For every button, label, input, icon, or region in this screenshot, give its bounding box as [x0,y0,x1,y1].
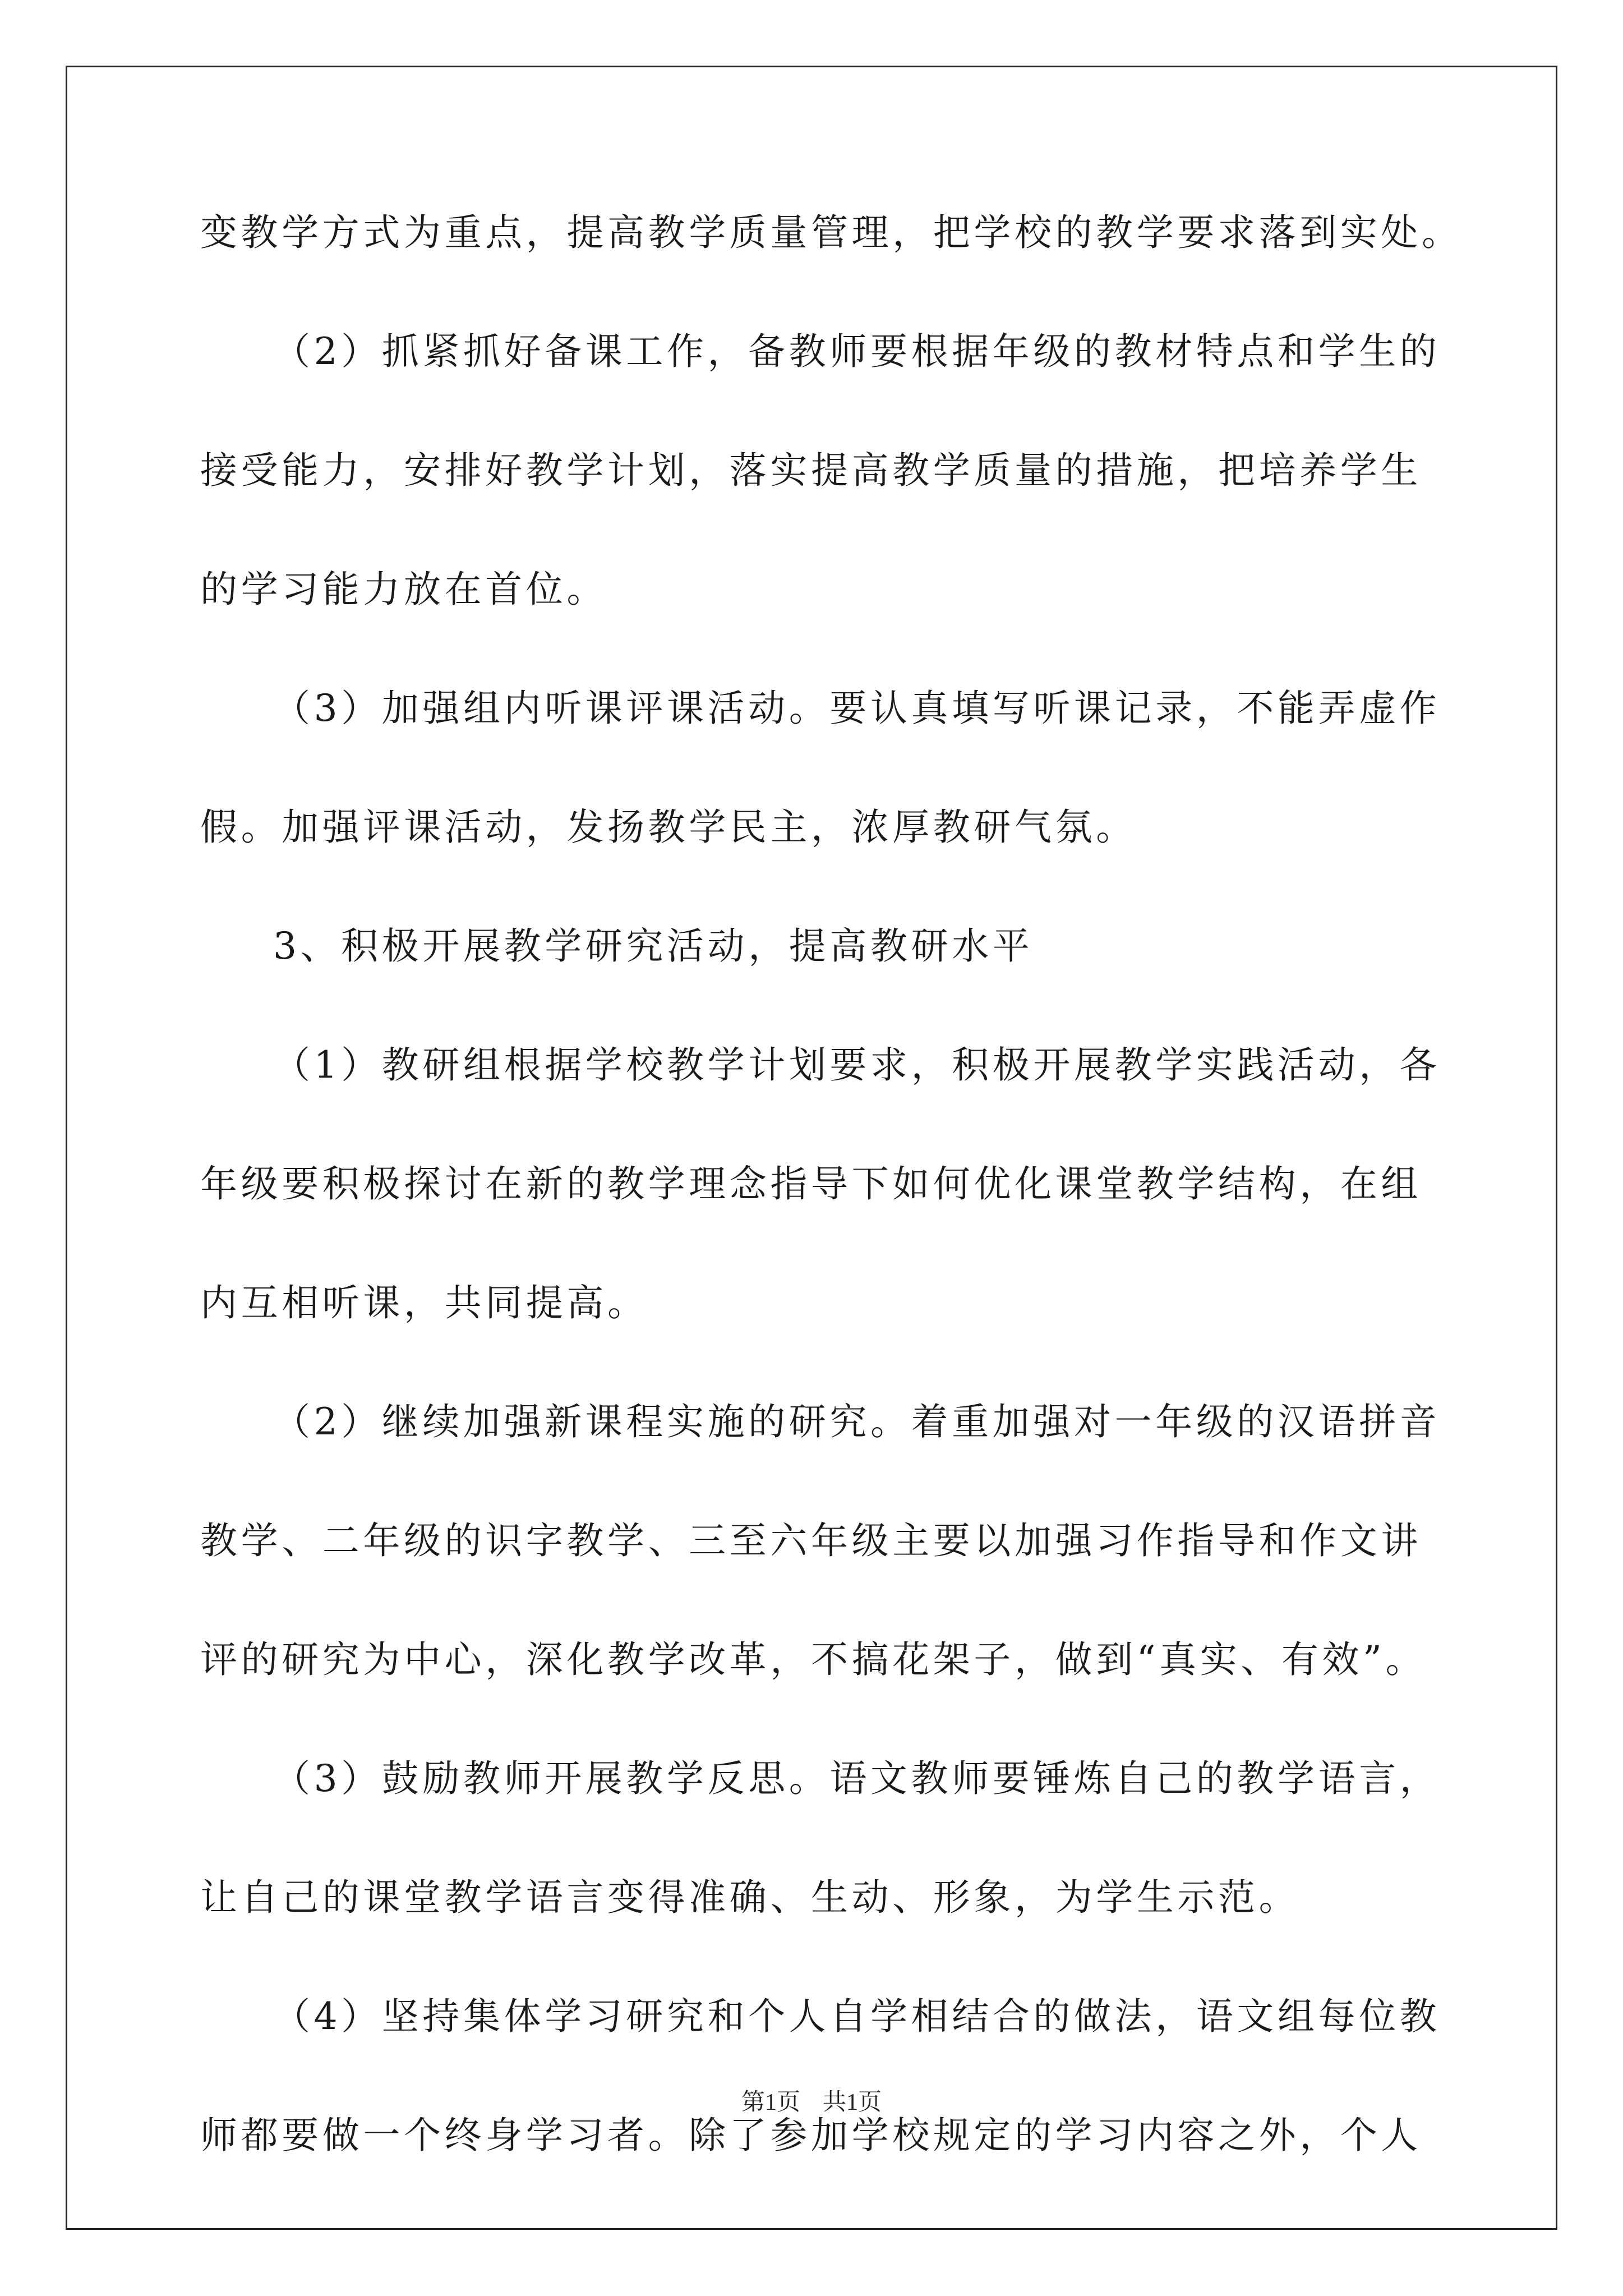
page-number: 第1页 [741,2090,800,2115]
paragraph-line: 假。加强评课活动，发扬教学民主，浓厚教研气氛。 [200,806,1137,849]
paragraph-line: （3）鼓励教师开展教学反思。语文教师要锤炼自己的教学语言， [273,1757,1441,1800]
section-heading: 3、积极开展教学研究活动，提高教研水平 [273,924,1034,968]
paragraph-line: 让自己的课堂教学语言变得准确、生动、形象，为学生示范。 [200,1876,1300,1919]
paragraph-line: 师都要做一个终身学习者。除了参加学校规定的学习内容之外，个人 [200,2114,1422,2157]
paragraph-line: （2）抓紧抓好备课工作，备教师要根据年级的教材特点和学生的 [273,330,1441,373]
paragraph-line: 变教学方式为重点，提高教学质量管理，把学校的教学要求落到实处。 [200,211,1463,254]
paragraph-line: （2）继续加强新课程实施的研究。着重加强对一年级的汉语拼音 [273,1400,1441,1443]
page-footer [0,2086,1623,2119]
paragraph-line: （4）坚持集体学习研究和个人自学相结合的做法，语文组每位教 [273,1995,1441,2038]
paragraph-line: （1）教研组根据学校教学计划要求，积极开展教学实践活动，各 [273,1043,1441,1087]
paragraph-line: 评的研究为中心，深化教学改革，不搞花架子，做到“真实、有效”。 [200,1638,1427,1681]
paragraph-line: （3）加强组内听课评课活动。要认真填写听课记录，不能弄虚作 [273,687,1441,730]
page-total: 共1页 [823,2090,882,2115]
paragraph-line: 年级要积极探讨在新的教学理念指导下如何优化课堂教学结构，在组 [200,1162,1422,1205]
paragraph-line: 内互相听课，共同提高。 [200,1281,648,1324]
paragraph-line: 教学、二年级的识字教学、三至六年级主要以加强习作指导和作文讲 [200,1519,1422,1562]
paragraph-line: 的学习能力放在首位。 [200,568,607,611]
paragraph-line: 接受能力，安排好教学计划，落实提高教学质量的措施，把培养学生 [200,449,1422,492]
